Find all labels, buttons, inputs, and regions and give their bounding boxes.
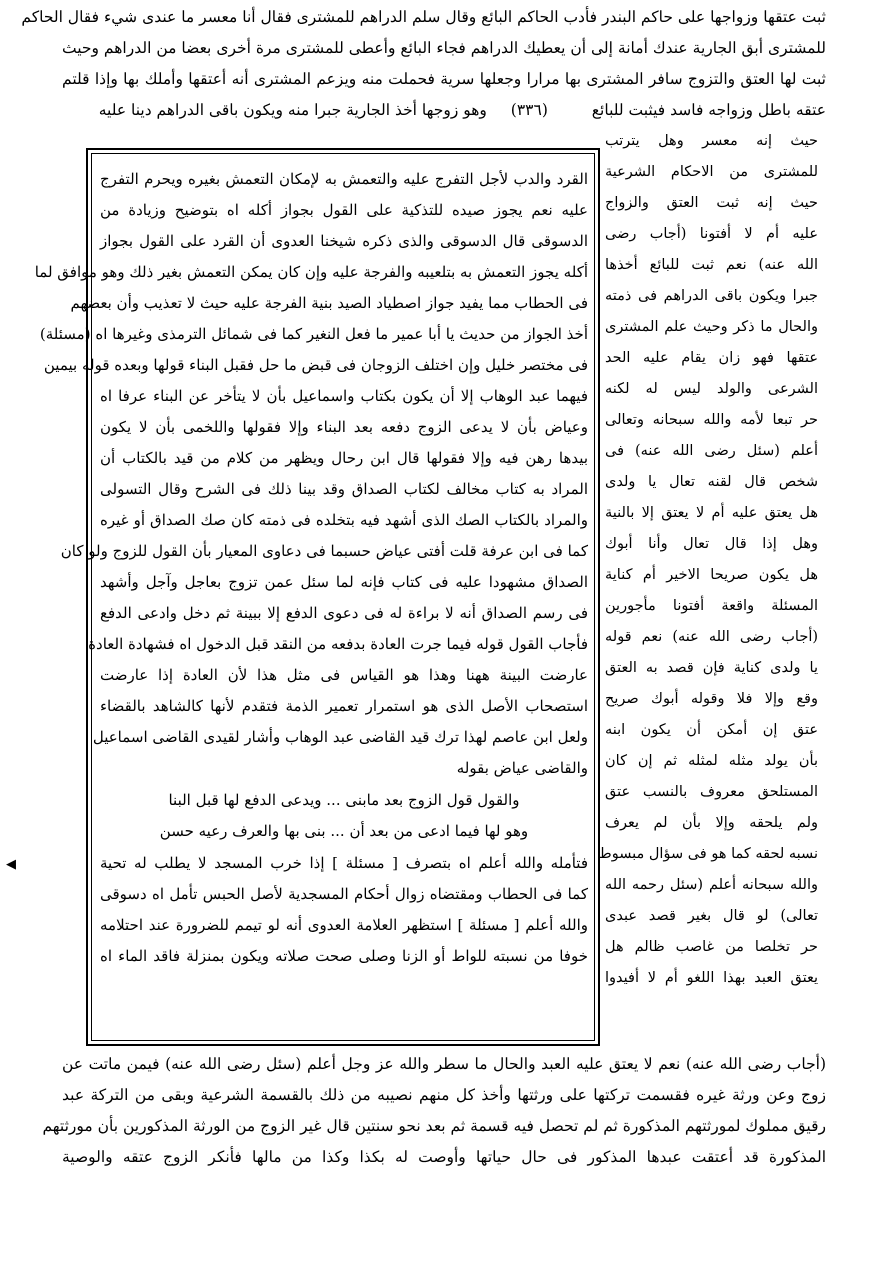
side-line: جبرا ويكون باقى الدراهم فى ذمته bbox=[605, 288, 818, 304]
side-line: هل يكون صريحا الاخير أم كناية bbox=[605, 567, 818, 583]
side-line: والله سبحانه أعلم (سئل رحمه الله bbox=[605, 877, 818, 893]
side-line: نسبه لحقه كما هو فى سؤال مبسوط bbox=[598, 846, 818, 862]
side-line: حر تبعا لأمه والله سبحانه وتعالى bbox=[605, 412, 818, 428]
poem-verse: والقول قول الزوج بعد مابنى ... ويدعى الدفع لها قبل البنا bbox=[168, 791, 520, 809]
bottom-line: زوج وعن ورثة غيره فقسمت تركتها على ورثتها وأخذ كل منهم نصيبه من ذلك بالقسمة الشرعية وبقى من التركة عبد bbox=[62, 1086, 826, 1104]
commentary-line: كما فى الحطاب ومقتضاه زوال أحكام المسجدية لأصل الحبس تأمل اه دسوقى bbox=[100, 885, 588, 903]
commentary-line: ولعل ابن عاصم لهذا ترك قيد القاضى عبد الوهاب وأشار لقيدى القاضى اسماعيل bbox=[92, 728, 588, 746]
side-line: حر تخلصا من غاصب ظالم هل bbox=[605, 939, 818, 955]
poem-verse: وهو لها فيما ادعى من بعد أن ... بنى بها والعرف رعيه حسن bbox=[159, 822, 529, 840]
side-line: المسئلة واقعة أفتونا مأجورين bbox=[605, 598, 818, 614]
commentary-frame-inner bbox=[34, 153, 595, 1041]
side-line: والحال ما ذكر وحيث علم المشترى bbox=[605, 319, 818, 335]
commentary-line: فتأمله والله أعلم اه بتصرف [ مسئلة ] إذا خرب المسجد لا يطلب له تحية bbox=[100, 854, 588, 872]
side-line: هل يعتق عليه أم لا يعتق إلا بالنية bbox=[605, 505, 818, 521]
side-line: يا ولدى كناية فإن قصد به العتق bbox=[605, 660, 818, 676]
commentary-line: والمراد بالكتاب الصك الذى أشهد فيه بتخلده فى ذمته كان صك الصداق أو غيره bbox=[100, 511, 588, 529]
commentary-line: المراد به كتاب مخالف لكتاب الصداق وقد بينا ذلك فى الشرح وقال التسولى bbox=[100, 480, 588, 498]
commentary-line: الصداق مشهودا عليه فى كتاب فإنه لما سئل عمن تزوج بعاجل وآجل وأشهد bbox=[100, 573, 588, 591]
commentary-line: فأجاب القول قوله فيما جرت العادة بدفعه من النقد قبل الدخول اه فشهادة العادة bbox=[88, 635, 588, 653]
side-line: عتق إن أمكن أن يكون ابنه bbox=[605, 722, 818, 738]
commentary-line: كما فى ابن عرفة قلت أفتى عياض حسبما فى دعاوى المعيار بأن القول للزوج ولو كان bbox=[60, 542, 588, 560]
commentary-line: خوفا من نسبته للواط أو الزنا وصلى صحت صلاته ويكون بمنزلة فاقد الماء اه bbox=[100, 947, 588, 965]
commentary-line: بيدها رهن فيه وإلا فقولها قال ابن رحال ويظهر من كلام من قيد بالكتاب أن bbox=[100, 449, 588, 467]
side-line: المستلحق معروف بالنسب عتق bbox=[605, 784, 818, 800]
side-line: وهل إذا قال تعال وأنا أبوك bbox=[605, 536, 818, 552]
commentary-line: وعياض بأن لا يدعى الزوج دفعه بعد البناء وإلا فقولها واللخمى بأن لا يكون bbox=[100, 418, 588, 436]
top-line-with-page-number bbox=[62, 103, 826, 119]
commentary-line: استصحاب الأصل الذى هو استمرار تعمير الذمة فتقدم لأنها كالشاهد بالقضاء bbox=[100, 697, 588, 715]
margin-arrow-icon: ◀ bbox=[6, 857, 16, 872]
side-line: الشرعى والولد ليس له لكنه bbox=[605, 381, 818, 397]
page-number: (٣٣٦) bbox=[510, 101, 548, 119]
bottom-line: المذكورة قد أعتقت عبدها المذكور فى حال حياتها وأوصت له بكذا وكذا من مالها فأنكر الزوج عتقه والوصية bbox=[62, 1148, 826, 1166]
commentary-line: عارضت البينة ههنا وهذا هو القياس فى مثل هذا لأن العادة إذا عارضت bbox=[100, 666, 588, 684]
side-line: بأن يولد مثله لمثله ثم إن كان bbox=[605, 753, 818, 769]
bottom-line: رقيق مملوك لمورثتهم المذكورة ثم لم تحصل فيه قسمة ثم بعد نحو سنتين قال غير الزوج من الورثة المذكورين بأن مورثتهم bbox=[42, 1117, 826, 1135]
top-line: ثبت لها العتق والتزوج سافر المشترى بها مرارا وجعلها سرية فحملت منه ويزعم المشترى أنه أعتقها وأملك بها وإذا قلتم bbox=[62, 70, 826, 88]
side-line: شخص قال لقنه تعال يا ولدى bbox=[605, 474, 818, 490]
side-line: الله عنه) نعم ثبت للبائع أخذها bbox=[605, 257, 818, 273]
commentary-line: والله أعلم [ مسئلة ] استظهر العلامة العدوى أنه لو تيمم للضرورة عند احتلامه bbox=[100, 916, 588, 934]
side-line: ولم يلحقه وإلا بأن لم يعرف bbox=[605, 815, 818, 831]
commentary-line: عليه نعم يجوز صيده للتذكية على القول بجواز أكله اه بتوضيح وزيادة من bbox=[100, 201, 588, 219]
side-line: يعتق العبد بهذا اللغو أم لا أفيدوا bbox=[605, 970, 818, 986]
side-line: أعلم (سئل رضى الله عنه) فى bbox=[605, 443, 818, 459]
commentary-line: أكله يجوز التعمش به بتلعيبه والفرجة عليه وإن كان يمكن التعمش بغير ذلك وهو موافق لما bbox=[34, 263, 588, 281]
top-line: للمشترى أبق الجارية عندك أمانة إلى أن يعطيك الدراهم فجاء البائع وأعطى للمشترى مرة أخرى بعضا من الدراهم وحيث bbox=[62, 39, 826, 57]
bottom-line: (أجاب رضى الله عنه) نعم لا يعتق عليه العبد والحال ما سطر والله عز وجل أعلم (سئل رضى الله عنه) فيمن ماتت عن bbox=[62, 1055, 826, 1073]
side-line: (أجاب رضى الله عنه) نعم قوله bbox=[605, 629, 818, 645]
side-line: عليه أم لا أفتونا (أجاب رضى bbox=[605, 226, 818, 242]
commentary-line: الدسوقى قال الدسوقى والذى ذكره شيخنا العدوى أن القرد على القول بجواز bbox=[100, 232, 588, 250]
side-line: حيث إنه ثبت العتق والزواج bbox=[605, 195, 818, 211]
side-line: وقع وإلا فلا وقوله أبوك صريح bbox=[605, 691, 818, 707]
side-line: عتقها فهو زان يقام عليه الحد bbox=[605, 350, 818, 366]
side-line: تعالى) لو قال بغير قصد عبدى bbox=[605, 908, 818, 924]
commentary-line: أخذ الجواز من حديث يا أبا عمير ما فعل النغير كما فى شمائل الترمذى وغيرها اه (مسئلة) bbox=[39, 325, 588, 343]
top-line-start: عتقه باطل وزواجه فاسد فيثبت للبائع bbox=[591, 101, 826, 119]
top-line-tail: وهو زوجها أخذ الجارية جبرا منه ويكون باقى الدراهم دينا عليه bbox=[98, 101, 487, 119]
commentary-line: والقاضى عياض بقوله bbox=[456, 759, 588, 777]
commentary-line: فى مختصر خليل وإن اختلف الزوجان فى قبض ما حل فقبل البناء قولها وبعده قوله بيمين bbox=[43, 356, 588, 374]
commentary-line: فى الحطاب مما يفيد جواز اصطياد الصيد بنية الفرجة عليه حيث لا تعذيب وأن بعضهم bbox=[70, 294, 588, 312]
side-line: حيث إنه معسر وهل يترتب bbox=[605, 133, 818, 149]
commentary-line: فى رسم الصداق أنه لا براءة له فى دعوى الدفع إلا ببينة ثم دخل وادعى الدفع bbox=[100, 604, 588, 622]
top-line: ثبت عتقها وزواجها على حاكم البندر فأدب الحاكم البائع وقال سلم الدراهم للمشترى فقال أنا معسر ما عندى شيء فقال الحاكم bbox=[21, 8, 826, 26]
commentary-line: القرد والدب لأجل التفرج عليه والتعمش به لإمكان التعمش بغيره ويحرم التفرج bbox=[100, 170, 588, 188]
side-line: للمشترى من الاحكام الشرعية bbox=[605, 164, 818, 180]
commentary-line: فيهما عبد الوهاب إلا أن يكون بكتاب واسماعيل بأن لا يتأخر عن البناء عرفا اه bbox=[100, 387, 588, 405]
